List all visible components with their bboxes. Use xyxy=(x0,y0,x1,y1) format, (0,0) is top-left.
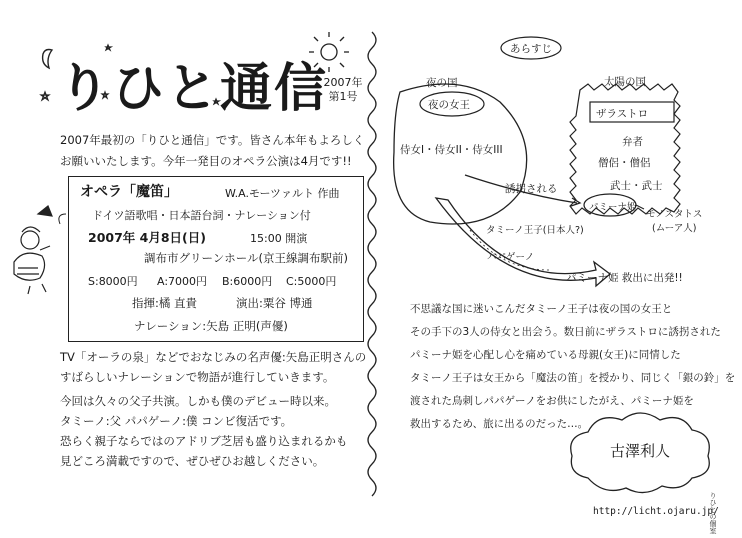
story-line: その手下の3人の侍女と出会う。数日前にザラストロに誘拐された xyxy=(410,326,721,338)
intro-line: お願いいたします。今年一発目のオペラ公演は4月です!! xyxy=(60,154,352,168)
abducted-label: 誘拐される xyxy=(505,183,558,195)
pamina-label: パミーナ姫 xyxy=(589,202,637,213)
story-line: タミーノ王子は女王から「魔法の笛」を授かり、同じく「銀の鈴」を xyxy=(410,372,736,384)
event-language: ドイツ語歌唱・日本語台詞・ナレーション付 xyxy=(92,209,311,222)
price-a: A:7000円 xyxy=(157,275,208,288)
body-line: タミーノ:父 パパゲーノ:僕 コンビ復活です。 xyxy=(60,414,293,428)
corner-note: りひとの個室 xyxy=(709,492,717,534)
sun-realm-label: 太陽の国 xyxy=(604,76,646,88)
sun-realm-outline xyxy=(570,84,680,214)
event-composer: W.A.モーツァルト 作曲 xyxy=(225,187,340,200)
price-c: C:5000円 xyxy=(286,275,337,288)
body-line: 恐らく親子ならではのアドリブ芝居も盛り込まれるかも xyxy=(60,434,348,448)
event-date: 2007年 4月8日(日) xyxy=(88,230,206,245)
story-line: 不思議な国に迷いこんだタミーノ王子は夜の国の女王と xyxy=(410,303,673,315)
papageno-label: パパゲーノ xyxy=(487,252,535,263)
event-conductor: 指揮:橘 直貴 xyxy=(132,296,198,310)
event-title: オペラ「魔笛」 xyxy=(80,184,178,200)
sarastro-label: ザラストロ xyxy=(596,108,649,120)
rescue-label: パミーナ姫 救出に出発!! xyxy=(566,272,683,284)
left-bottom-wave xyxy=(30,517,90,523)
ladies-label: 侍女I・侍女II・侍女III xyxy=(400,144,503,156)
body-line: 今回は久々の父子共演。しかも僕のデビュー時以来。 xyxy=(60,394,336,408)
body-line: 見どころ満載ですので、ぜひぜひお越しください。 xyxy=(60,454,325,468)
queen-label: 夜の女王 xyxy=(428,99,470,111)
character-doodle xyxy=(14,206,52,294)
speaker-label: 弁者 xyxy=(622,136,643,148)
website-url[interactable]: http://licht.ojaru.jp/ xyxy=(593,506,719,517)
center-divider xyxy=(368,32,376,496)
body-text xyxy=(60,347,366,471)
signature: 古澤利人 xyxy=(610,442,671,460)
intro-text xyxy=(60,130,364,172)
crescent-moon-icon xyxy=(43,50,52,69)
event-narrator: ナレーション:矢島 正明(声優) xyxy=(134,319,288,333)
issue-number: 第1号 xyxy=(328,90,358,103)
story-line: パミーナ姫を心配し心を痛めている母親(女王)に同情した xyxy=(410,349,681,361)
story-text xyxy=(410,298,735,436)
event-time: 15:00 開演 xyxy=(250,232,308,245)
price-s: S:8000円 xyxy=(88,275,138,288)
night-realm-label: 夜の国 xyxy=(426,77,458,89)
box-corner-swirl xyxy=(59,214,66,224)
story-line: 渡された鳥刺しパパゲーノをお供にしたがえ、パミーナ姫を xyxy=(410,395,694,407)
issue-year: 2007年 xyxy=(323,76,363,89)
event-director: 演出:粟谷 博通 xyxy=(236,296,313,310)
issue-info xyxy=(322,76,364,104)
body-line: TV「オーラの泉」などでおなじみの名声優:矢島正明さんの xyxy=(60,350,367,364)
synopsis-label: あらすじ xyxy=(510,43,552,55)
priests-label: 僧侶・僧侶 xyxy=(598,157,651,169)
monostatos-note: (ムーア人) xyxy=(652,223,697,234)
event-venue: 調布市グリーンホール(京王線調布駅前) xyxy=(144,251,349,265)
warriors-label: 武士・武士 xyxy=(610,180,663,192)
body-line: すばらしいナレーションで物語が進行していきます。 xyxy=(60,370,335,384)
price-b: B:6000円 xyxy=(222,275,273,288)
page-title: りひと通信 xyxy=(58,58,329,119)
tamino-label: タミーノ王子(日本人?) xyxy=(486,225,584,236)
monostatos-label: モノスタトス xyxy=(646,209,703,220)
intro-line: 2007年最初の「りひと通信」です。皆さん本年もよろしく xyxy=(60,133,365,147)
story-line: 救出するため、旅に出るのだった…。 xyxy=(410,418,589,430)
